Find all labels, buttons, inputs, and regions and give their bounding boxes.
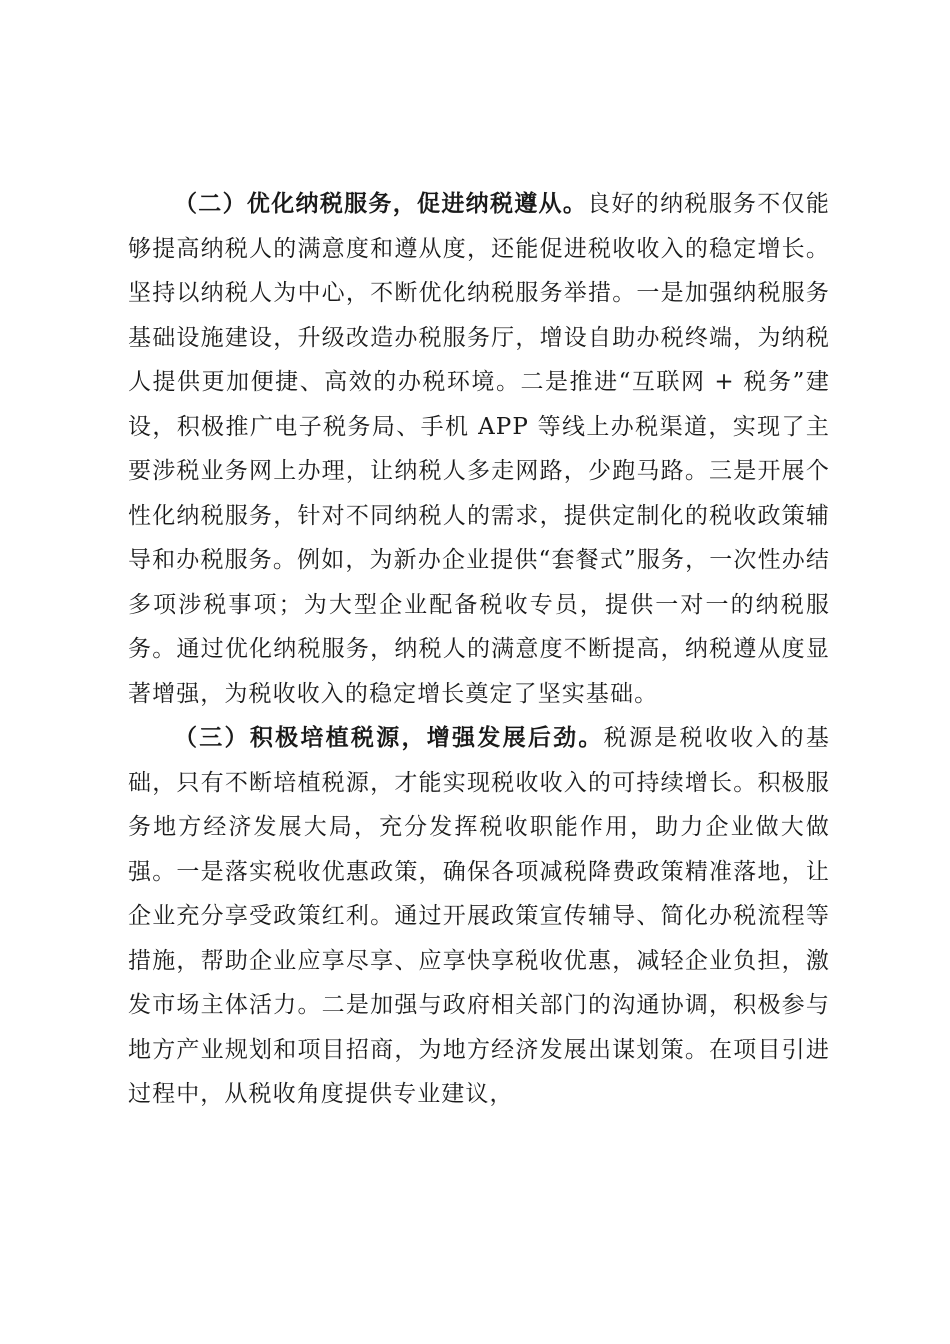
paragraph-cultivate-tax-source bbox=[128, 716, 830, 1117]
section-heading-2: （二）优化纳税服务，促进纳税遵从。 bbox=[174, 191, 588, 217]
section-heading-3: （三）积极培植税源，增强发展后劲。 bbox=[174, 725, 604, 751]
paragraph-optimize-tax-service bbox=[128, 182, 830, 716]
document-body bbox=[128, 182, 830, 1117]
paragraph-text: 良好的纳税服务不仅能够提高纳税人的满意度和遵从度，还能促进税收收入的稳定增长。坚持以纳税人为中心，不断优化纳税服务举措。一是加强纳税服务基础设施建设，升级改造办税服务厅，增设自助办税终端，为纳税人提供更加便捷、高效的办税环境。二是推进“互联网 + 税务”建设，积极推广电子税务局、手机 APP 等线上办税渠道，实现了主要涉税业务网上办理，让纳税人多走网路，少跑马路。三是开展个性化纳税服务，针对不同纳税人的需求，提供定制化的税收政策辅导和办税服务。例如，为新办企业提供“套餐式”服务，一次性办结多项涉税事项；为大型企业配备税收专员，提供一对一的纳税服务。通过优化纳税服务，纳税人的满意度不断提高，纳税遵从度显著增强，为税收收入的稳定增长奠定了坚实基础。 bbox=[128, 191, 831, 707]
paragraph-text: 税源是税收收入的基础，只有不断培植税源，才能实现税收收入的可持续增长。积极服务地方经济发展大局，充分发挥税收职能作用，助力企业做大做强。一是落实税收优惠政策，确保各项减税降费政策精准落地，让企业充分享受政策红利。通过开展政策宣传辅导、简化办税流程等措施，帮助企业应享尽享、应享快享税收优惠，减轻企业负担，激发市场主体活力。二是加强与政府相关部门的沟通协调，积极参与地方产业规划和项目招商，为地方经济发展出谋划策。在项目引进过程中，从税收角度提供专业建议， bbox=[128, 725, 830, 1107]
